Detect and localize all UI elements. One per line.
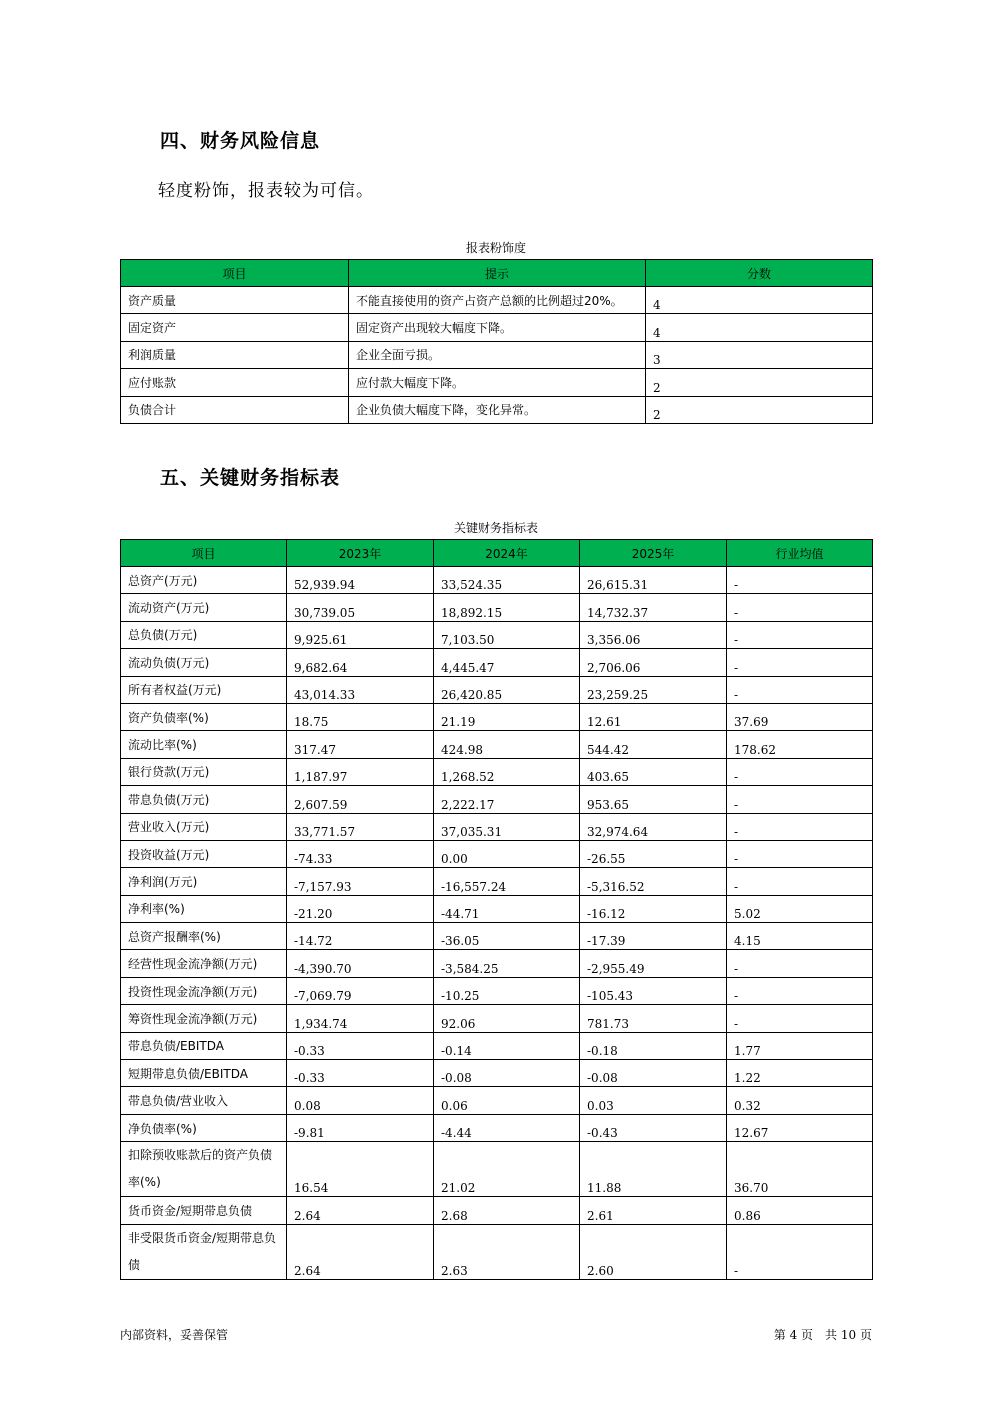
row-label: 净负债率(%) [121,1114,287,1141]
table-cell: 4 [646,287,873,314]
table-cell: 424.98 [434,731,580,758]
table-row [121,649,873,676]
row-label: 流动负债(万元) [121,649,287,676]
table-cell: 2.68 [434,1197,580,1224]
row-label: 所有者权益(万元) [121,676,287,703]
table-cell: -21.20 [287,895,434,922]
table-cell: -4,390.70 [287,950,434,977]
table-cell: 1.22 [727,1060,873,1087]
table-cell: 0.32 [727,1087,873,1114]
section5-heading: 五、关键财务指标表 [160,467,341,489]
table-cell: -36.05 [434,923,580,950]
table-cell: 26,420.85 [434,676,580,703]
table-cell: 37.69 [727,703,873,730]
table-cell: 178.62 [727,731,873,758]
table-cell: 0.86 [727,1197,873,1224]
table-cell: 18.75 [287,703,434,730]
table-cell: 317.47 [287,731,434,758]
table-cell: - [727,758,873,785]
table-cell: 23,259.25 [580,676,727,703]
row-label: 净利润(万元) [121,868,287,895]
row-label: 扣除预收账款后的资产负债率(%) [121,1142,287,1197]
column-header: 2023年 [287,540,434,567]
table-cell: -14.72 [287,923,434,950]
column-header: 项目 [121,260,349,287]
table-row [121,567,873,594]
table-row [121,868,873,895]
table-row [121,731,873,758]
table-row [121,786,873,813]
table-cell: 16.54 [287,1142,434,1197]
page-prefix: 第 [773,1328,786,1342]
table-cell: 0.00 [434,840,580,867]
table-cell: 2 [646,396,873,423]
table-cell: 14,732.37 [580,594,727,621]
table-cell: 4.15 [727,923,873,950]
table-row [121,1114,873,1141]
row-label: 总资产(万元) [121,567,287,594]
table-cell: 52,939.94 [287,567,434,594]
table-cell: 3 [646,341,873,368]
table-row [121,621,873,648]
table-cell: -44.71 [434,895,580,922]
table-cell: 0.03 [580,1087,727,1114]
table-row [121,676,873,703]
table-cell: 9,682.64 [287,649,434,676]
row-label: 投资收益(万元) [121,840,287,867]
column-header: 项目 [121,540,287,567]
table-cell: -0.33 [287,1032,434,1059]
table-cell: -0.33 [287,1060,434,1087]
table-cell: 12.67 [727,1114,873,1141]
table-cell: - [727,676,873,703]
row-label: 资产质量 [121,287,349,314]
section4-summary: 轻度粉饰，报表较为可信。 [158,181,374,201]
table-cell: -16,557.24 [434,868,580,895]
table-cell: -74.33 [287,840,434,867]
table-cell: 21.02 [434,1142,580,1197]
table-row [121,703,873,730]
table-cell: 7,103.50 [434,621,580,648]
row-label: 流动资产(万元) [121,594,287,621]
table-row [121,1087,873,1114]
table-cell: -9.81 [287,1114,434,1141]
row-label: 营业收入(万元) [121,813,287,840]
risk-table-caption: 报表粉饰度 [465,241,526,255]
table-cell: 2,222.17 [434,786,580,813]
table-cell: 3,356.06 [580,621,727,648]
table-cell: 92.06 [434,1005,580,1032]
table-row [121,1060,873,1087]
table-cell: -105.43 [580,977,727,1004]
table-cell: 2.64 [287,1224,434,1279]
table-row [121,287,873,314]
table-cell: 32,974.64 [580,813,727,840]
row-label: 带息负债/EBITDA [121,1032,287,1059]
table-cell: 781.73 [580,1005,727,1032]
table-cell: 12.61 [580,703,727,730]
table-cell: 33,771.57 [287,813,434,840]
table-cell: - [727,567,873,594]
row-label: 银行贷款(万元) [121,758,287,785]
table-cell: 1,934.74 [287,1005,434,1032]
section4-heading: 四、财务风险信息 [160,130,321,152]
table-cell: - [727,786,873,813]
table-cell: 1,268.52 [434,758,580,785]
page-mid: 页 共 [801,1328,838,1342]
metrics-table [120,539,873,1280]
table-cell: 企业全面亏损。 [349,341,646,368]
row-label: 流动比率(%) [121,731,287,758]
table-cell: -17.39 [580,923,727,950]
table-cell: 33,524.35 [434,567,580,594]
table-cell: -10.25 [434,977,580,1004]
table-cell: 4,445.47 [434,649,580,676]
column-header: 提示 [349,260,646,287]
table-cell: 403.65 [580,758,727,785]
table-cell: -7,069.79 [287,977,434,1004]
table-row [121,840,873,867]
table-cell: 2,607.59 [287,786,434,813]
table-cell: 9,925.61 [287,621,434,648]
table-row [121,813,873,840]
table-cell: 企业负债大幅度下降，变化异常。 [349,396,646,423]
row-label: 总资产报酬率(%) [121,923,287,950]
table-cell: 固定资产出现较大幅度下降。 [349,314,646,341]
table-cell: 应付款大幅度下降。 [349,369,646,396]
column-header: 分数 [646,260,873,287]
table-cell: 0.08 [287,1087,434,1114]
table-cell: - [727,621,873,648]
row-label: 固定资产 [121,314,349,341]
table-cell: 2,706.06 [580,649,727,676]
row-label: 负债合计 [121,396,349,423]
row-label: 投资性现金流净额(万元) [121,977,287,1004]
table-cell: 30,739.05 [287,594,434,621]
table-cell: 43,014.33 [287,676,434,703]
table-cell: 953.65 [580,786,727,813]
row-label: 货币资金/短期带息负债 [121,1197,287,1224]
table-cell: -0.08 [580,1060,727,1087]
row-label: 非受限货币资金/短期带息负债 [121,1224,287,1279]
table-cell: 36.70 [727,1142,873,1197]
column-header: 2025年 [580,540,727,567]
table-row [121,314,873,341]
table-row [121,950,873,977]
table-row [121,758,873,785]
page-current: 4 [789,1328,798,1342]
table-cell: -0.43 [580,1114,727,1141]
table-cell: 5.02 [727,895,873,922]
row-label: 带息负债/营业收入 [121,1087,287,1114]
page-number [774,1326,872,1343]
table-row [121,1197,873,1224]
row-label: 总负债(万元) [121,621,287,648]
risk-table-header-row [121,260,873,287]
table-cell: 21.19 [434,703,580,730]
footer-note: 内部资料，妥善保管 [120,1328,229,1342]
table-cell: -26.55 [580,840,727,867]
table-row [121,1032,873,1059]
table-cell: - [727,950,873,977]
column-header: 2024年 [434,540,580,567]
row-label: 带息负债(万元) [121,786,287,813]
table-cell: 26,615.31 [580,567,727,594]
table-cell: 11.88 [580,1142,727,1197]
row-label: 经营性现金流净额(万元) [121,950,287,977]
risk-table [120,259,873,424]
table-cell: 2.61 [580,1197,727,1224]
table-cell: - [727,813,873,840]
table-cell: - [727,1224,873,1279]
table-row [121,895,873,922]
table-cell: -16.12 [580,895,727,922]
table-cell: - [727,649,873,676]
column-header: 行业均值 [727,540,873,567]
table-cell: 2.63 [434,1224,580,1279]
table-cell: -4.44 [434,1114,580,1141]
table-cell: -7,157.93 [287,868,434,895]
metrics-table-caption: 关键财务指标表 [453,521,538,535]
table-cell: - [727,868,873,895]
table-row [121,1142,873,1197]
table-cell: -3,584.25 [434,950,580,977]
table-cell: - [727,840,873,867]
row-label: 短期带息负债/EBITDA [121,1060,287,1087]
table-cell: 2.60 [580,1224,727,1279]
table-cell: -2,955.49 [580,950,727,977]
table-cell: 18,892.15 [434,594,580,621]
table-row [121,923,873,950]
table-cell: 4 [646,314,873,341]
table-row [121,396,873,423]
table-row [121,1224,873,1279]
page-suffix: 页 [859,1328,872,1342]
table-cell: 0.06 [434,1087,580,1114]
table-cell: - [727,594,873,621]
row-label: 筹资性现金流净额(万元) [121,1005,287,1032]
table-cell: - [727,1005,873,1032]
table-cell: 不能直接使用的资产占资产总额的比例超过20%。 [349,287,646,314]
table-row [121,594,873,621]
table-cell: 37,035.31 [434,813,580,840]
table-cell: -0.08 [434,1060,580,1087]
row-label: 应付账款 [121,369,349,396]
table-cell: -0.18 [580,1032,727,1059]
table-row [121,369,873,396]
table-cell: 544.42 [580,731,727,758]
table-row [121,341,873,368]
row-label: 利润质量 [121,341,349,368]
table-cell: -5,316.52 [580,868,727,895]
row-label: 净利率(%) [121,895,287,922]
table-cell: -0.14 [434,1032,580,1059]
table-row [121,977,873,1004]
table-cell: 1,187.97 [287,758,434,785]
table-cell: 2.64 [287,1197,434,1224]
table-cell: 2 [646,369,873,396]
table-cell: 1.77 [727,1032,873,1059]
row-label: 资产负债率(%) [121,703,287,730]
table-cell: - [727,977,873,1004]
metrics-table-header-row [121,540,873,567]
table-row [121,1005,873,1032]
page-total: 10 [840,1328,857,1342]
